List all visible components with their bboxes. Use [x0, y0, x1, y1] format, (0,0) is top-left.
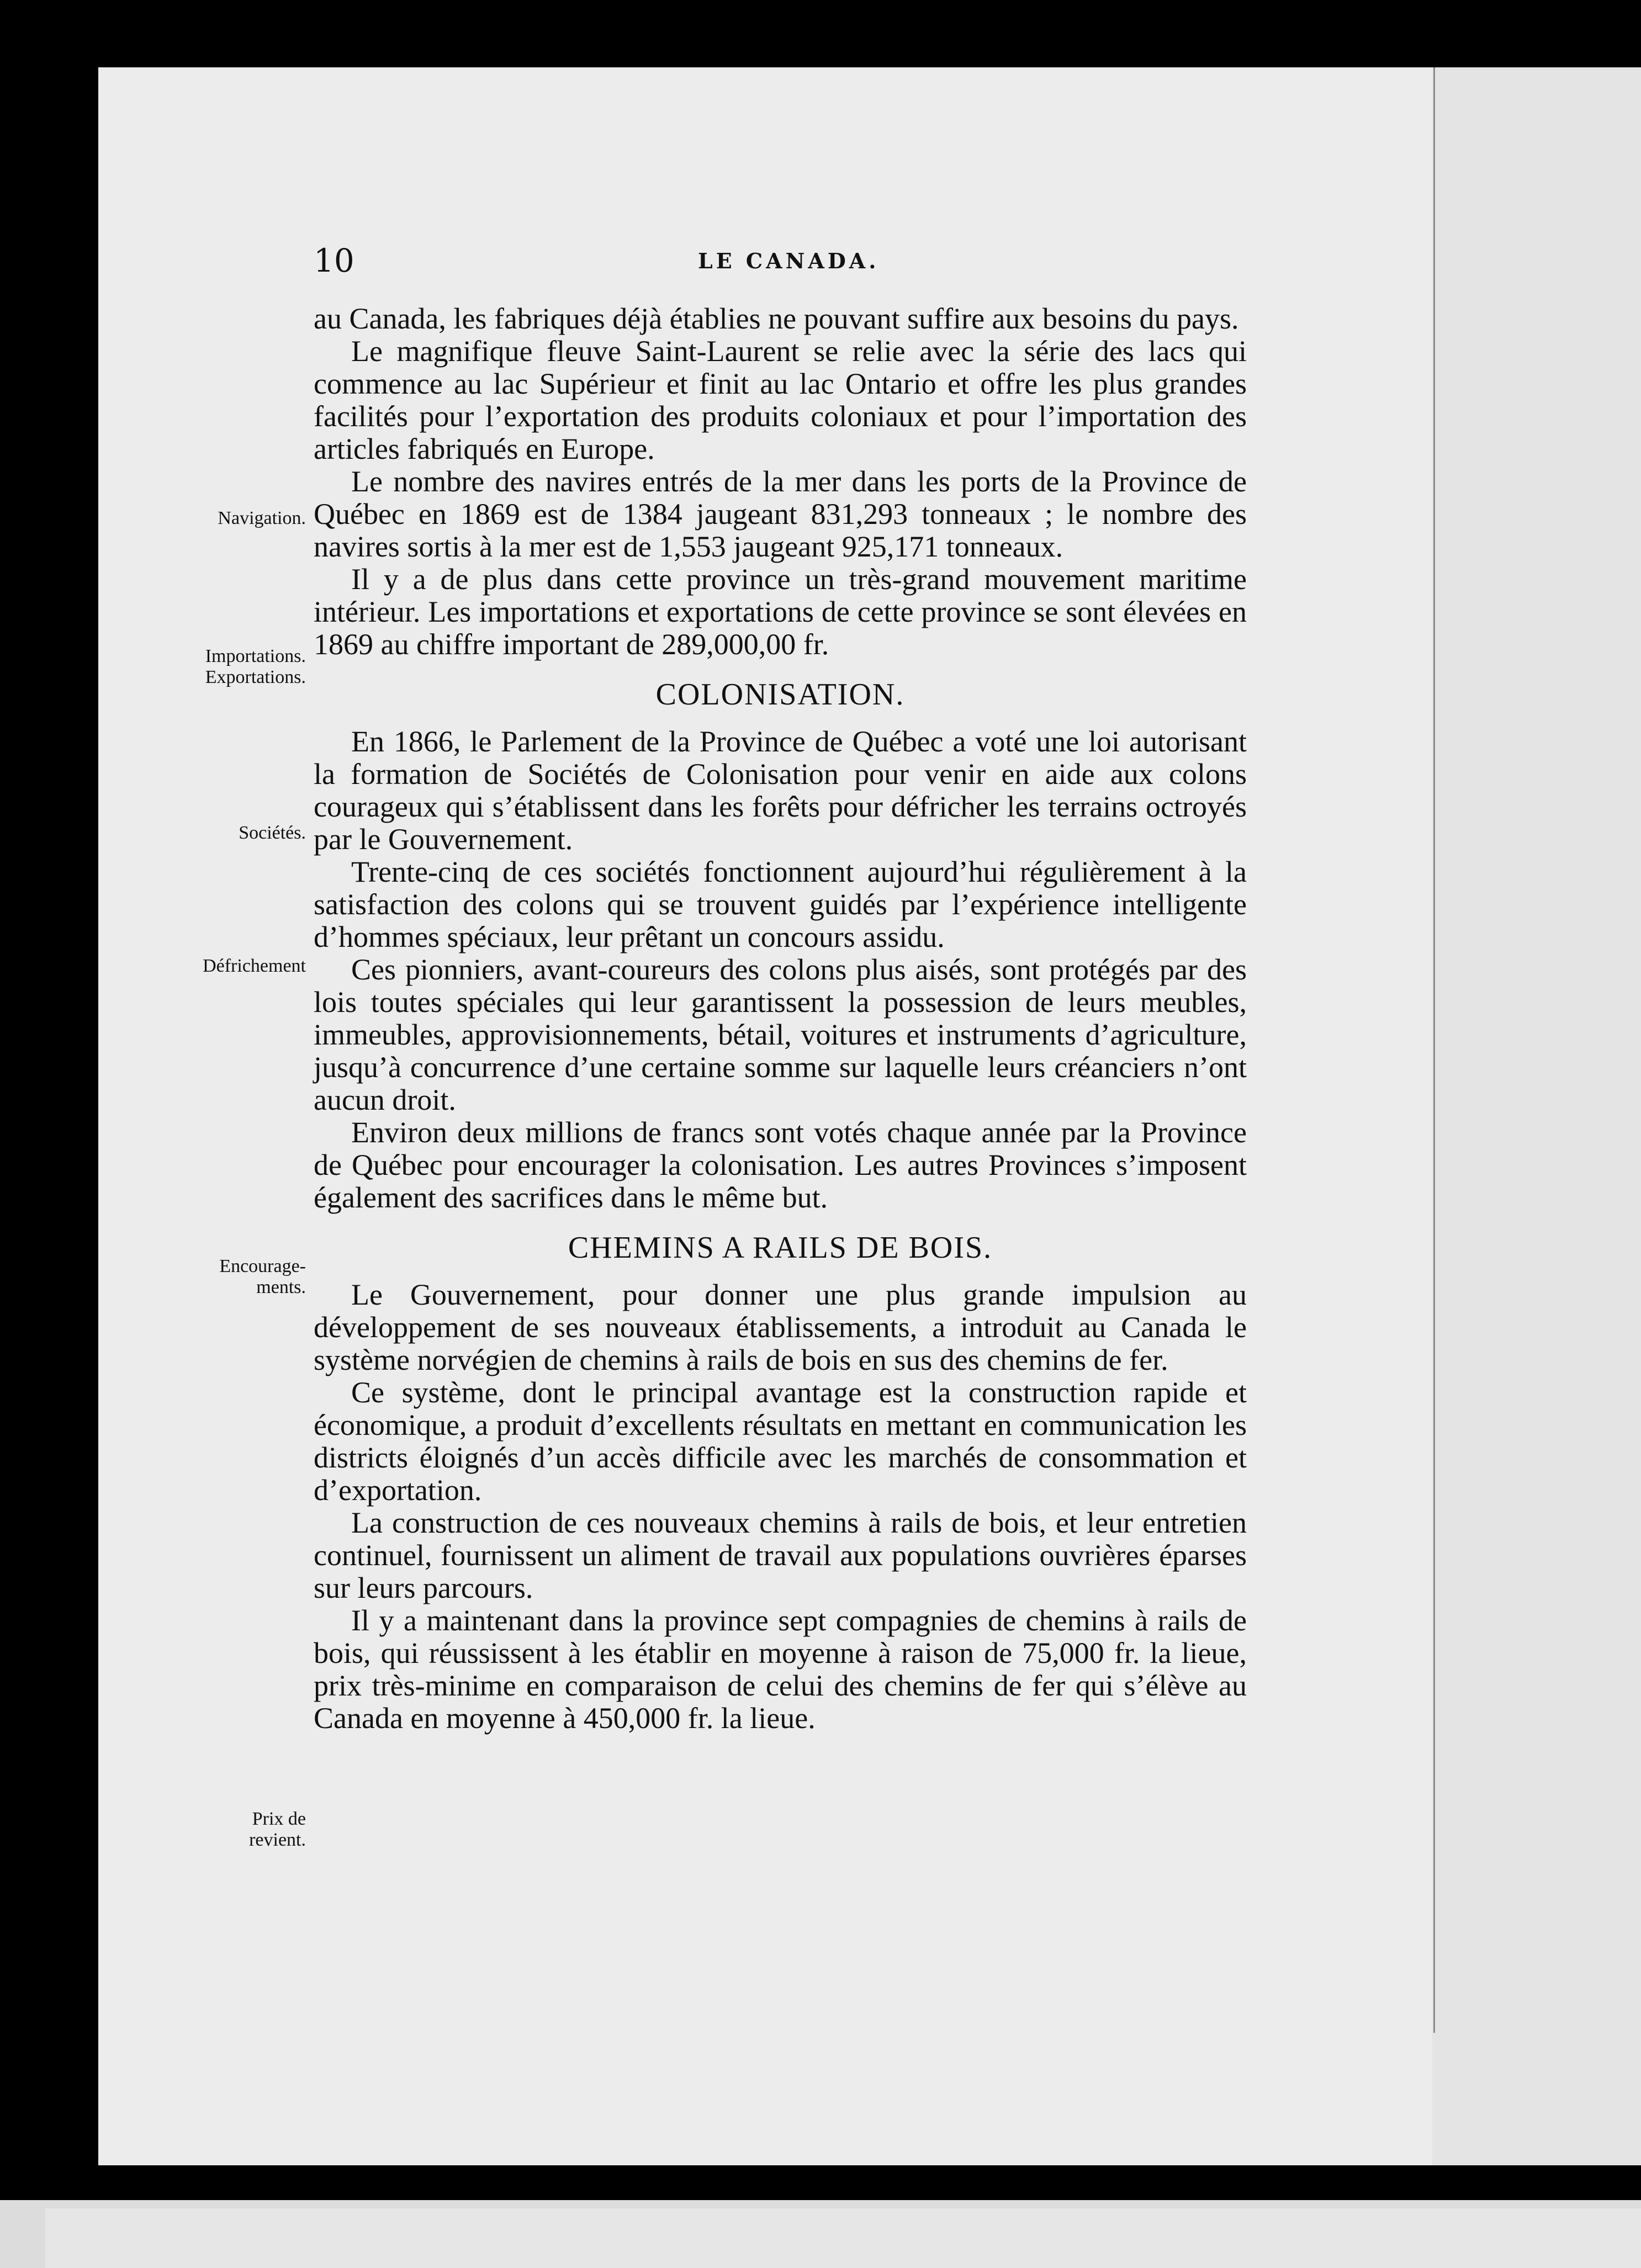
margin-note-line: ments. [256, 1277, 306, 1297]
paragraph: Le magnifique fleuve Saint-Laurent se relie avec la série des lacs qui commence au lac Supérieur et finit au lac Ontario et offre les plus grandes facilités pour l’exportation des produits coloniaux et pour l’importation des articles fabriqués en Europe. [314, 335, 1247, 465]
body-text [314, 303, 1247, 1735]
paragraph: Ces pionniers, avant-coureurs des colons plus aisés, sont protégés par des lois toutes spéciales qui leur garantissent la possession de leurs meubles, immeubles, approvisionnements, bétail, voitures et instruments d’agriculture, jusqu’à concurrence d’une certaine somme sur laquelle leurs créanciers n’ont aucun droit. [314, 953, 1247, 1116]
margin-note-defrichement: Défrichement [203, 956, 306, 976]
page-fold-line [1433, 67, 1435, 2033]
paragraph: La construction de ces nouveaux chemins à rails de bois, et leur entretien continuel, fournissent un aliment de travail aux populations ouvrières éparses sur leurs parcours. [314, 1506, 1247, 1604]
paragraph: Ce système, dont le principal avantage est la construction rapide et économique, a produit d’excellents résultats en mettant en communication les districts éloignés d’un accès difficile avec les marchés de consommation et d’exportation. [314, 1376, 1247, 1507]
margin-note-line: Importations. [205, 646, 306, 666]
page-number: 10 [314, 242, 354, 279]
paragraph: Le Gouvernement, pour donner une plus grande impulsion au développement de ses nouveaux établissements, a introduit au Canada le système norvégien de chemins à rails de bois en sus des chemins de fer. [314, 1278, 1247, 1376]
margin-note-navigation: Navigation. [218, 508, 306, 528]
section-heading-chemins: CHEMINS A RAILS DE BOIS. [568, 1231, 993, 1265]
scanner-bottom-band-inner [45, 2208, 1641, 2268]
section-heading-colonisation: COLONISATION. [655, 677, 905, 712]
margin-note-encouragements [219, 1256, 306, 1298]
paragraph: Trente-cinq de ces sociétés fonctionnent aujourd’hui régulièrement à la satisfaction des colons qui se trouvent guidés par l’expérience intelligente d’hommes spéciaux, leur prêtant un concours assidu. [314, 855, 1247, 953]
paragraph: Environ deux millions de francs sont votés chaque année par la Province de Québec pour encourager la colonisation. Les autres Provinces s’imposent également des sacrifices dans le même but. [314, 1116, 1247, 1214]
margin-note-line: revient. [249, 1830, 306, 1850]
running-title: LE CANADA. [698, 248, 880, 273]
margin-note-importations [205, 646, 306, 688]
margin-note-prix-de-revient [249, 1809, 306, 1851]
paragraph: Il y a maintenant dans la province sept compagnies de chemins à rails de bois, qui réussissent à les établir en moyenne à raison de 75,000 fr. la lieue, prix très-minime en comparaison de celui des chemins de fer qui s’élève au Canada en moyenne à 450,000 fr. la lieue. [314, 1604, 1247, 1735]
margin-note-societes: Sociétés. [239, 823, 306, 843]
paragraph: Il y a de plus dans cette province un très-grand mouvement maritime intérieur. Les importations et exportations de cette province se sont élevées en 1869 au chiffre important de 289,000,00 fr. [314, 563, 1247, 661]
paragraph: au Canada, les fabriques déjà établies ne pouvant suffire aux besoins du pays. [314, 302, 1239, 335]
margin-note-line: Prix de [252, 1809, 306, 1829]
paragraph: En 1866, le Parlement de la Province de Québec a voté une loi autorisant la formation de Sociétés de Colonisation pour venir en aide aux colons courageux qui s’établissent dans les forêts pour défricher les terrains octroyés par le Gouvernement. [314, 725, 1247, 856]
margin-note-line: Encourage- [219, 1256, 306, 1276]
facing-page-edge [1432, 67, 1641, 2165]
paragraph: Le nombre des navires entrés de la mer dans les ports de la Province de Québec en 1869 est de 1384 jaugeant 831,293 tonneaux ; le nombre des navires sortis à la mer est de 1,553 jaugeant 925,171 tonneaux. [314, 465, 1247, 563]
margin-note-line: Exportations. [205, 667, 306, 687]
